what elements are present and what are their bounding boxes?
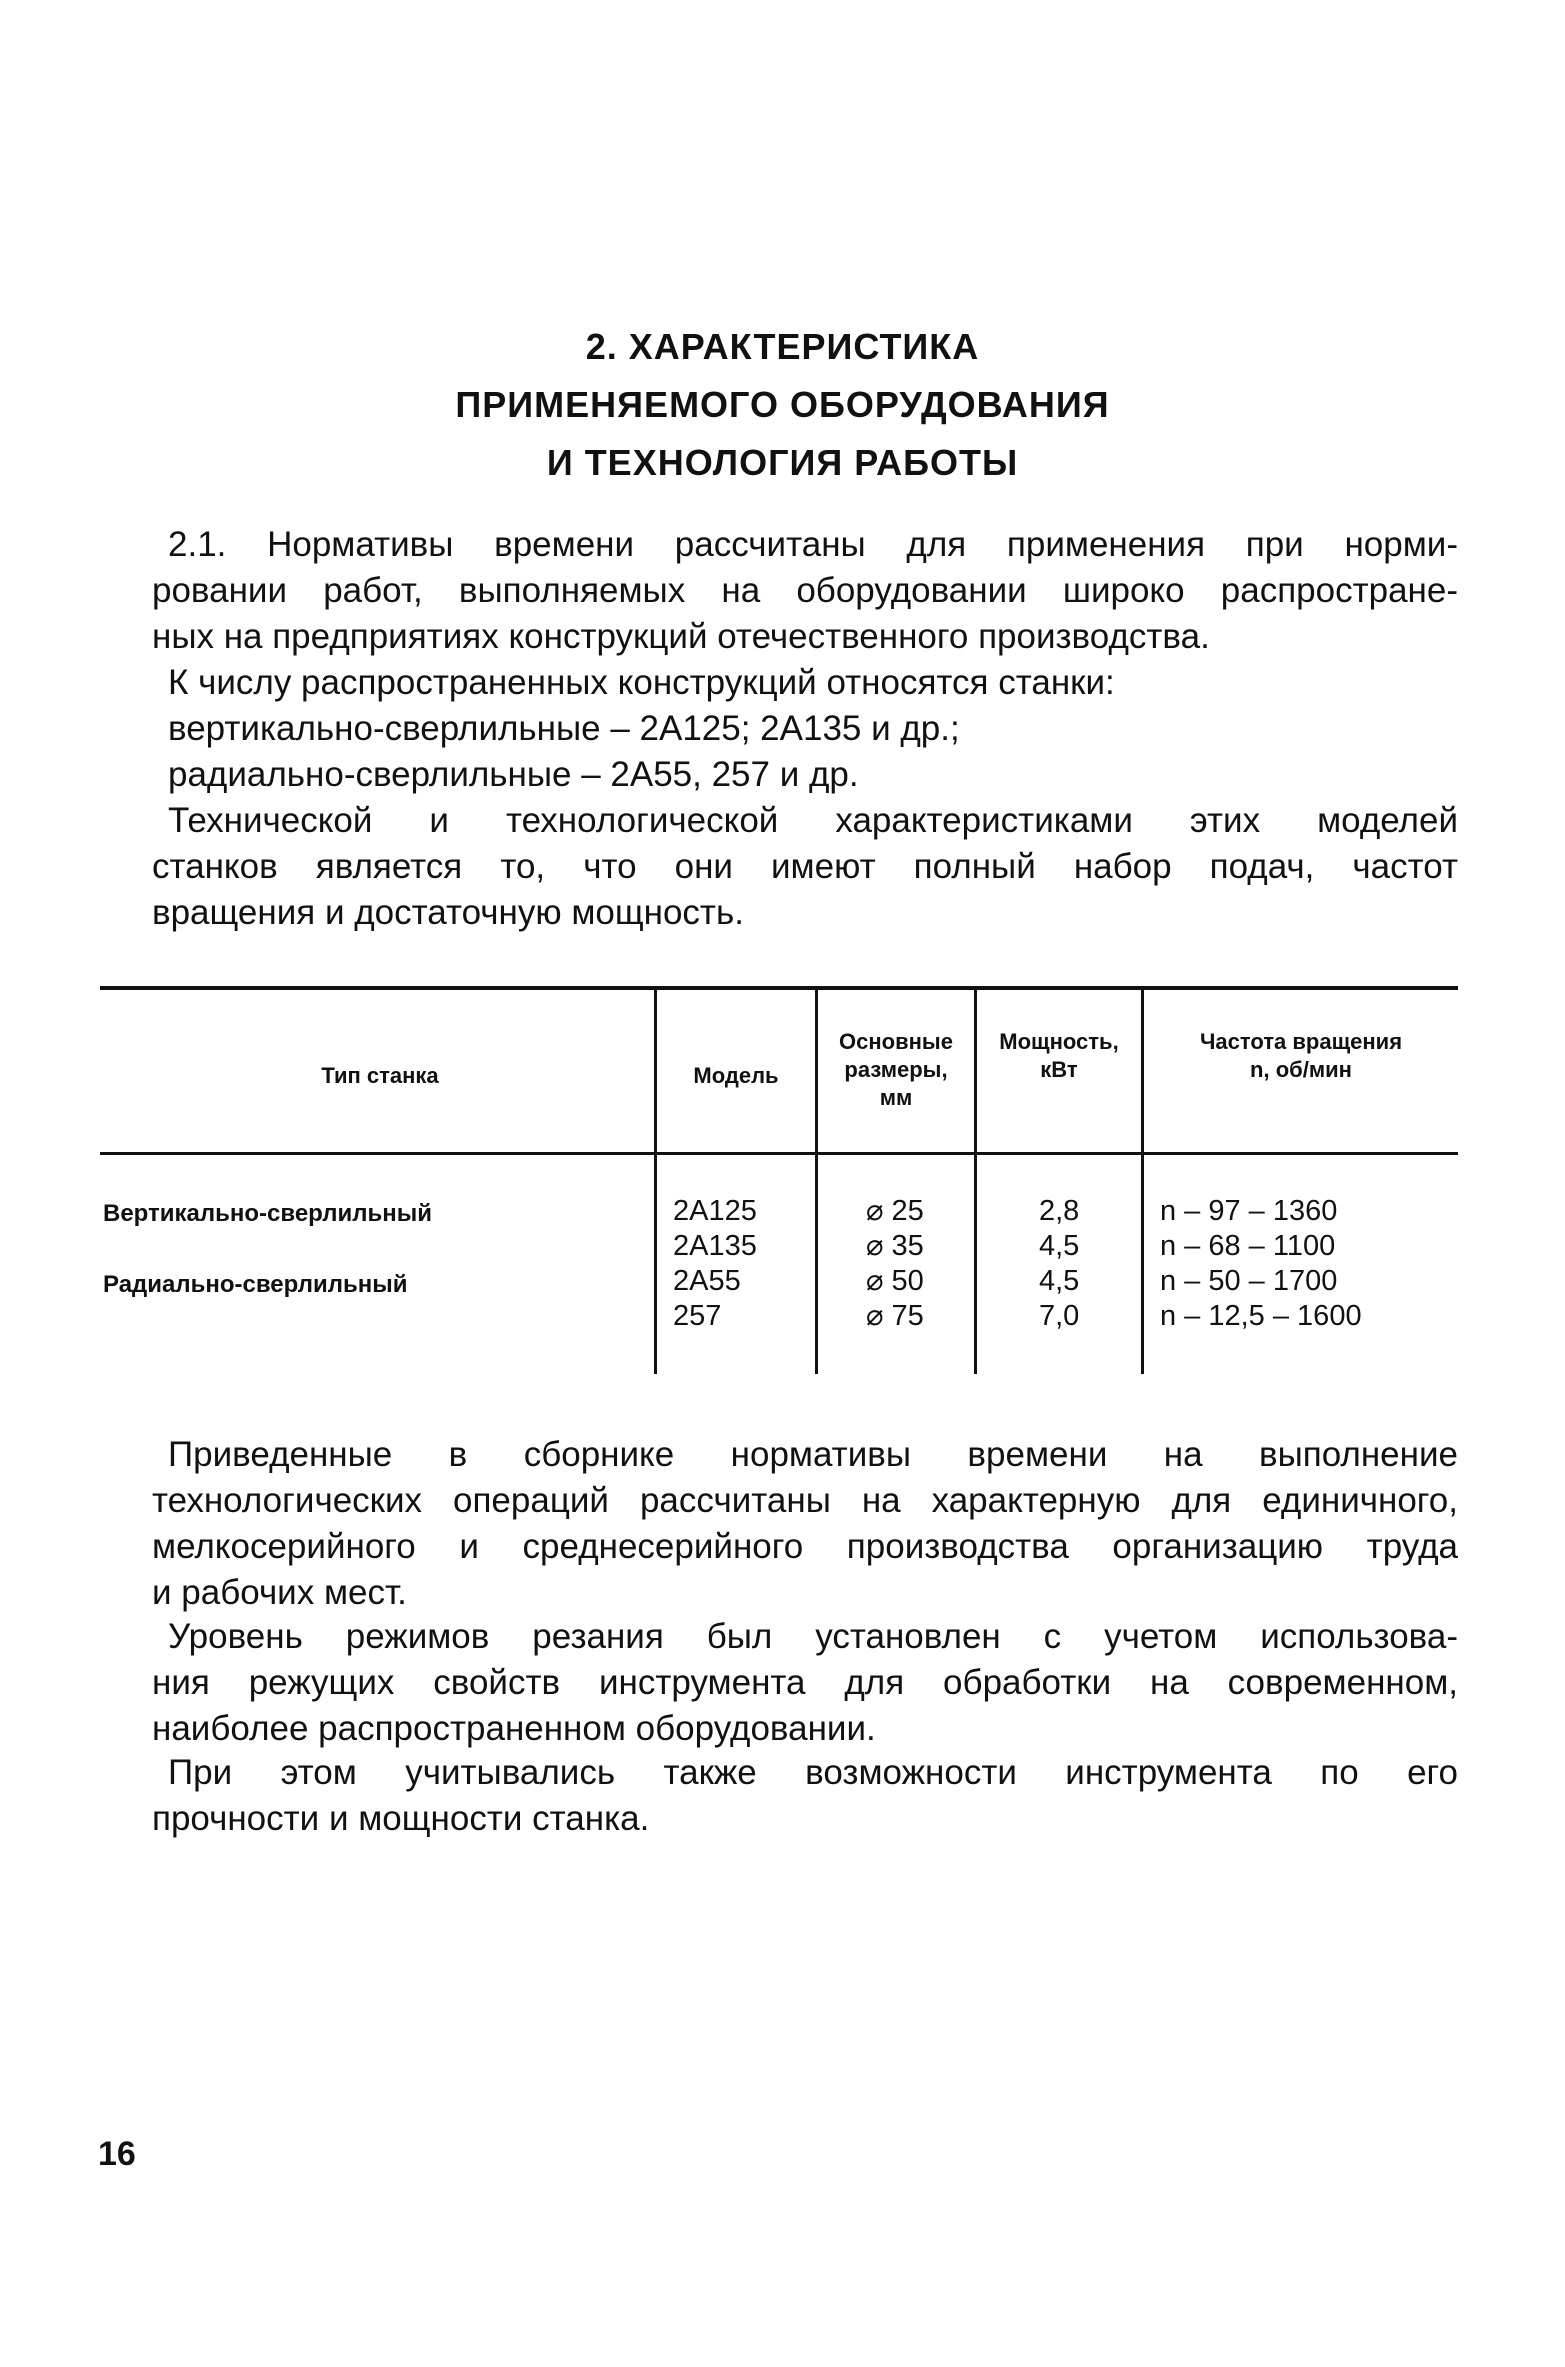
text-line: Технической и технологической характеристиками этих моделей xyxy=(168,801,1458,840)
cell-size: ⌀ 25 xyxy=(866,1195,924,1227)
table-top-rule xyxy=(100,986,1458,990)
text-line: ровании работ, выполняемых на оборудовании широко распростране- xyxy=(152,571,1458,610)
text-line: ния режущих свойств инструмента для обработки на современном, xyxy=(152,1663,1458,1702)
paragraph-machines xyxy=(168,660,1458,798)
text-line: вертикально-сверлильные – 2А125; 2А135 и др.; xyxy=(168,709,960,748)
cell-size: ⌀ 35 xyxy=(866,1230,924,1262)
paragraph-characteristics xyxy=(152,798,1458,936)
section-heading xyxy=(0,318,1565,492)
cell-power: 4,5 xyxy=(1039,1265,1080,1297)
text-line: радиально-сверлильные – 2А55, 257 и др. xyxy=(168,755,859,794)
paragraph-norms xyxy=(152,1432,1458,1616)
cell-size: ⌀ 50 xyxy=(866,1265,924,1297)
cell-model: 257 xyxy=(673,1300,722,1332)
table-header-rule xyxy=(100,1152,1458,1155)
header-rotation-speed xyxy=(1144,1028,1458,1084)
heading-line-1: 2. ХАРАКТЕРИСТИКА xyxy=(585,326,980,367)
text-line: Приведенные в сборнике нормативы времени на выполнение xyxy=(168,1435,1458,1474)
machine-type-radial: Радиально-сверлильный xyxy=(103,1271,408,1298)
text-line: К числу распространенных конструкций относятся станки: xyxy=(168,663,1115,702)
text-line: вращения и достаточную мощность. xyxy=(152,893,744,932)
cell-speed: n – 97 – 1360 xyxy=(1160,1195,1338,1227)
header-text: мм xyxy=(879,1085,913,1110)
header-text: Частота вращения xyxy=(1199,1029,1403,1054)
text-line: Уровень режимов резания был установлен с учетом использова- xyxy=(168,1617,1458,1656)
text-line: технологических операций рассчитаны на характерную для единичного, xyxy=(152,1481,1458,1520)
page-number: 16 xyxy=(98,2135,136,2173)
machine-type-vertical: Вертикально-сверлильный xyxy=(103,1200,432,1227)
cell-model: 2А125 xyxy=(673,1195,757,1227)
cell-size: ⌀ 75 xyxy=(866,1300,924,1332)
heading-line-2: ПРИМЕНЯЕМОГО ОБОРУДОВАНИЯ xyxy=(455,384,1110,425)
cell-power: 2,8 xyxy=(1039,1195,1080,1227)
header-text: кВт xyxy=(1040,1057,1078,1082)
cell-power: 4,5 xyxy=(1039,1230,1080,1262)
cell-speed: n – 50 – 1700 xyxy=(1160,1265,1338,1297)
cell-speed: n – 12,5 – 1600 xyxy=(1160,1300,1362,1332)
header-power xyxy=(977,1028,1141,1084)
header-text: размеры, xyxy=(844,1057,948,1082)
paragraph-tool-strength xyxy=(152,1750,1458,1842)
text-line: прочности и мощности станка. xyxy=(152,1799,650,1838)
text-line: При этом учитывались также возможности инструмента по его xyxy=(168,1753,1458,1792)
header-main-size xyxy=(818,1028,974,1112)
cell-speed: n – 68 – 1100 xyxy=(1160,1230,1336,1262)
header-machine-type: Тип станка xyxy=(321,1063,439,1088)
cell-power: 7,0 xyxy=(1039,1300,1080,1332)
text-line: станков является то, что они имеют полный набор подач, частот xyxy=(152,847,1458,886)
column-divider xyxy=(1141,990,1144,1374)
text-line: мелкосерийного и среднесерийного производства организацию труда xyxy=(152,1527,1458,1566)
column-divider xyxy=(974,990,977,1374)
header-text: Мощность, xyxy=(999,1029,1119,1054)
header-model: Модель xyxy=(693,1063,779,1088)
cell-model: 2А135 xyxy=(673,1230,757,1262)
header-text: n, об/мин xyxy=(1250,1057,1352,1082)
text-line: наиболее распространенном оборудовании. xyxy=(152,1709,876,1748)
text-line: и рабочих мест. xyxy=(152,1573,407,1612)
column-divider xyxy=(654,990,657,1374)
paragraph-2-1 xyxy=(152,522,1458,660)
cell-model: 2А55 xyxy=(673,1265,741,1297)
text-line: 2.1. Нормативы времени рассчитаны для применения при норми- xyxy=(168,525,1458,564)
heading-line-3: И ТЕХНОЛОГИЯ РАБОТЫ xyxy=(546,442,1019,483)
header-text: Основные xyxy=(839,1029,953,1054)
paragraph-cutting-modes xyxy=(152,1614,1458,1752)
column-divider xyxy=(815,990,818,1374)
text-line: ных на предприятиях конструкций отечественного производства. xyxy=(152,617,1210,656)
